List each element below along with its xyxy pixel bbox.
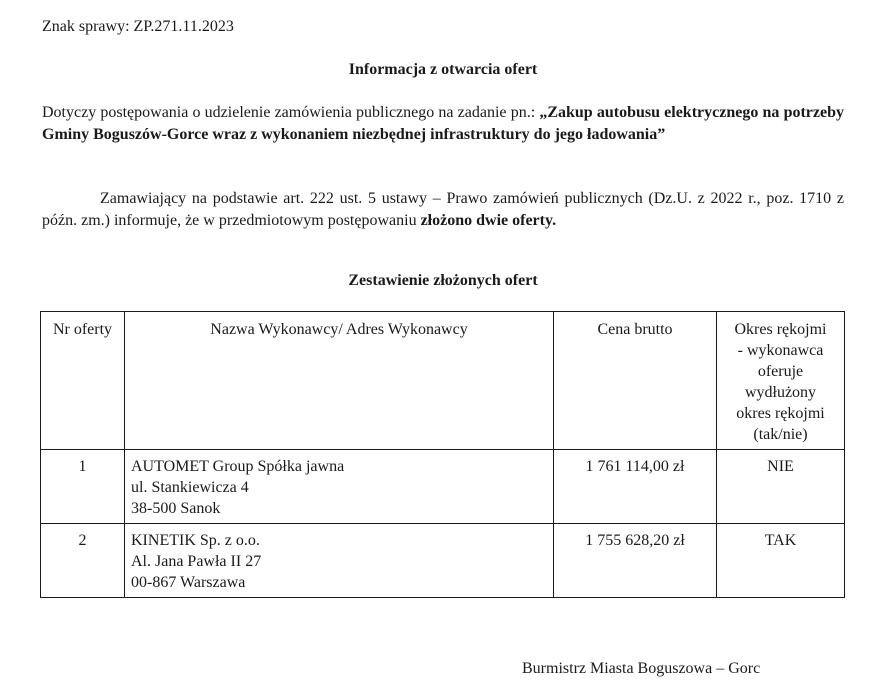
header-contractor: Nazwa Wykonawcy/ Adres Wykonawcy — [125, 312, 554, 450]
header-warranty — [717, 312, 845, 450]
contractor-city: 00-867 Warszawa — [131, 574, 246, 591]
contractor-street: Al. Jana Pawła II 27 — [131, 553, 262, 570]
table-row — [41, 524, 845, 598]
header-warranty-line: okres rękojmi — [736, 405, 825, 422]
table-row — [41, 450, 845, 524]
offer-number: 2 — [41, 524, 125, 598]
subject-paragraph — [42, 102, 844, 145]
table-header-row — [41, 312, 845, 450]
header-warranty-line: Okres rękojmi — [734, 321, 827, 338]
procurement-name: „Zakup autobusu elektrycznego na potrzeby Gminy Boguszów-Gorce wraz z wykonaniem niezbędnej infrastruktury do jego ładowania” — [42, 104, 844, 143]
statement-paragraph — [42, 188, 844, 232]
header-warranty-line: (tak/nie) — [753, 426, 808, 443]
contractor-city: 38-500 Sanok — [131, 500, 221, 517]
offer-price: 1 761 114,00 zł — [554, 450, 717, 524]
statement-emphasis: złożono dwie oferty. — [420, 212, 557, 229]
header-warranty-line: oferuje — [757, 363, 804, 380]
contractor-name: KINETIK Sp. z o.o. — [131, 532, 260, 549]
table-title: Zestawienie złożonych ofert — [348, 272, 538, 289]
statement-text: Zamawiający na podstawie art. 222 ust. 5 ustawy – Prawo zamówień publicznych (Dz.U. z 2022 r., poz. 1710 z późn. zm.) informuje, że w przedmiotowym postępowaniu — [42, 190, 844, 229]
contractor-street: ul. Stankiewicza 4 — [131, 479, 249, 496]
case-reference: Znak sprawy: ZP.271.11.2023 — [42, 18, 234, 35]
header-warranty-line: - wykonawca — [737, 342, 824, 359]
offer-warranty: NIE — [717, 450, 845, 524]
document-title: Informacja z otwarcia ofert — [348, 61, 538, 78]
offers-table — [40, 311, 845, 598]
contractor-name: AUTOMET Group Spółka jawna — [131, 458, 345, 475]
offer-price: 1 755 628,20 zł — [554, 524, 717, 598]
offer-number: 1 — [41, 450, 125, 524]
header-warranty-line: wydłużony — [744, 384, 817, 401]
contractor-cell — [125, 524, 554, 598]
signature: Burmistrz Miasta Boguszowa – Gorc — [522, 660, 761, 677]
contractor-cell — [125, 450, 554, 524]
header-price: Cena brutto — [554, 312, 717, 450]
header-offer-number: Nr oferty — [41, 312, 125, 450]
offer-warranty: TAK — [717, 524, 845, 598]
subject-lead: Dotyczy postępowania o udzielenie zamówienia publicznego na zadanie pn.: — [42, 104, 540, 121]
